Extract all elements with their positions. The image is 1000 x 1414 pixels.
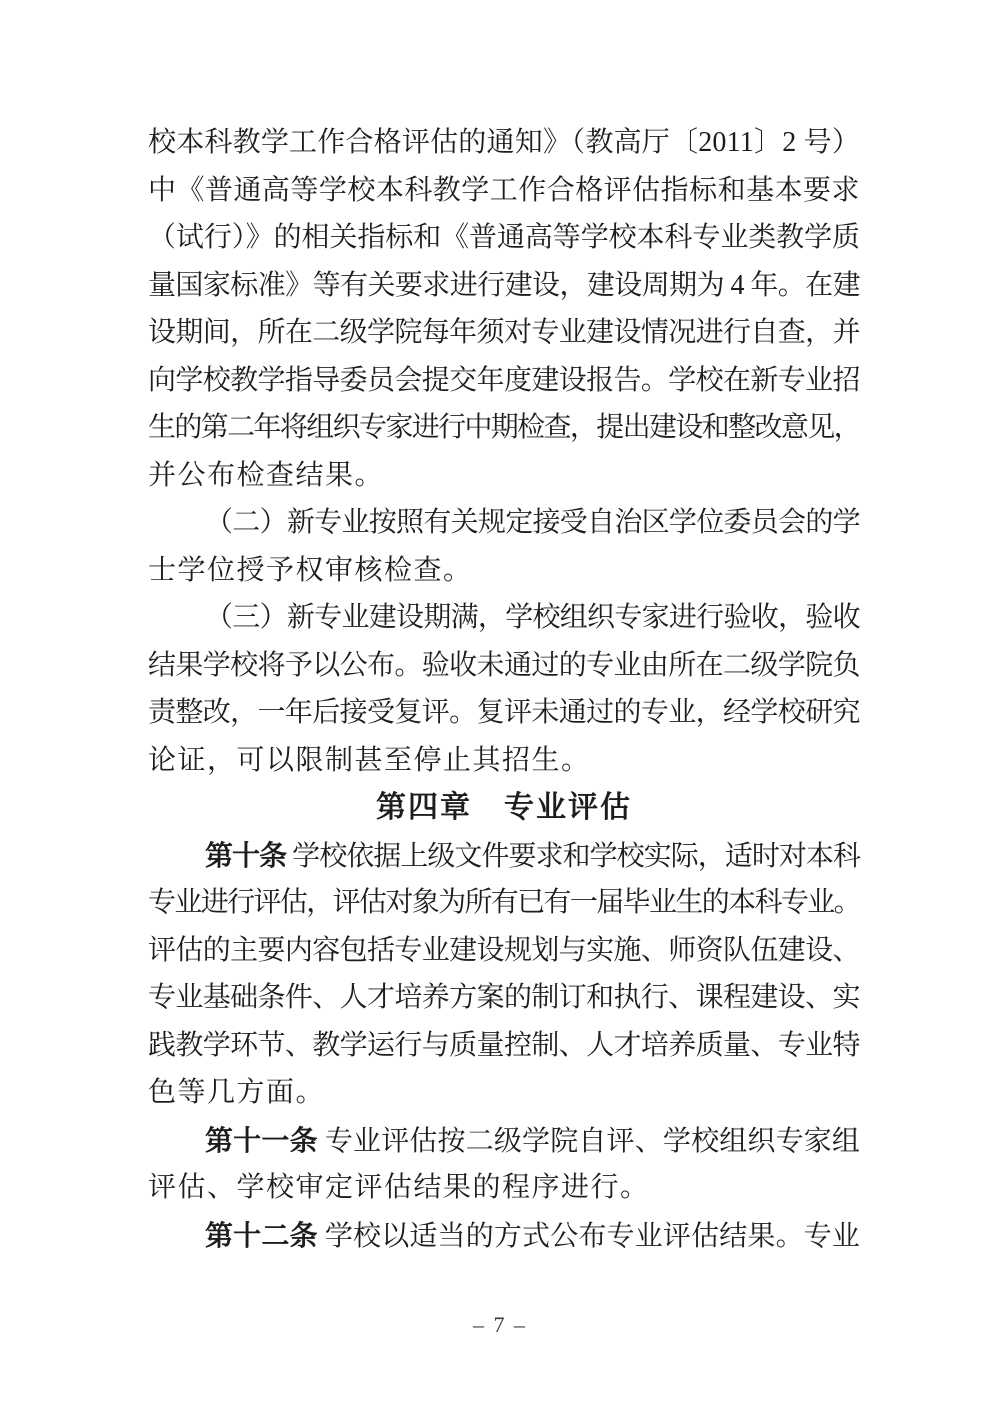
text-line: 践教学环节、教学运行与质量控制、人才培养质量、专业特 <box>148 1029 860 1061</box>
text-line: 评估、学校审定评估结果的程序进行。 <box>148 1172 650 1203</box>
article-number: 第十二条 <box>205 1219 318 1251</box>
text-line: 结果学校将予以公布。验收未通过的专业由所在二级学院负 <box>148 649 860 681</box>
article-number: 第十条 <box>205 839 287 871</box>
text-line: 并公布检查结果。 <box>148 459 385 491</box>
text-line: （试行）》的相关指标和《普通高等学校本科专业类教学质 <box>148 222 860 253</box>
text-line: （二）新专业按照有关规定接受自治区学位委员会的学 <box>205 507 860 538</box>
text-line: 评估的主要内容包括专业建设规划与实施、师资队伍建设、 <box>148 934 860 966</box>
document-body <box>148 119 860 1259</box>
text-line: 第十条 学校依据上级文件要求和学校实际，适时对本科 <box>205 839 861 872</box>
text-line: 量国家标准》等有关要求进行建设，建设周期为 4 年。在建 <box>148 269 861 301</box>
text-line: 色等几方面。 <box>148 1077 326 1108</box>
text-line: 责整改，一年后接受复评。复评未通过的专业，经学校研究 <box>148 697 860 728</box>
article-number: 第十一条 <box>205 1124 318 1156</box>
text-line: 第十一条 专业评估按二级学院自评、学校组织专家组 <box>205 1124 861 1157</box>
text-line: 生的第二年将组织专家进行中期检查，提出建设和整改意见， <box>148 412 860 443</box>
text-line: 士学位授予权审核检查。 <box>148 554 473 586</box>
text-line: 中《普通高等学校本科教学工作合格评估指标和基本要求 <box>148 174 861 206</box>
page-number: – 7 – <box>473 1312 527 1337</box>
text-line: 论证，可以限制甚至停止其招生。 <box>148 744 591 776</box>
text-line: 专业进行评估，评估对象为所有已有一届毕业生的本科专业。 <box>148 887 860 918</box>
text-line: 第十二条 学校以适当的方式公布专业评估结果。专业 <box>205 1219 861 1252</box>
text-line: 向学校教学指导委员会提交年度建设报告。学校在新专业招 <box>148 364 860 396</box>
text-line: 专业基础条件、人才培养方案的制订和执行、课程建设、实 <box>148 982 860 1013</box>
text-line: 校本科教学工作合格评估的通知》（教高厅〔2011〕2 号） <box>148 127 861 158</box>
text-line: （三）新专业建设期满，学校组织专家进行验收，验收 <box>205 602 860 633</box>
text-line: 设期间，所在二级学院每年须对专业建设情况进行自查，并 <box>148 317 860 348</box>
chapter-heading: 第四章 专业评估 <box>376 791 632 824</box>
